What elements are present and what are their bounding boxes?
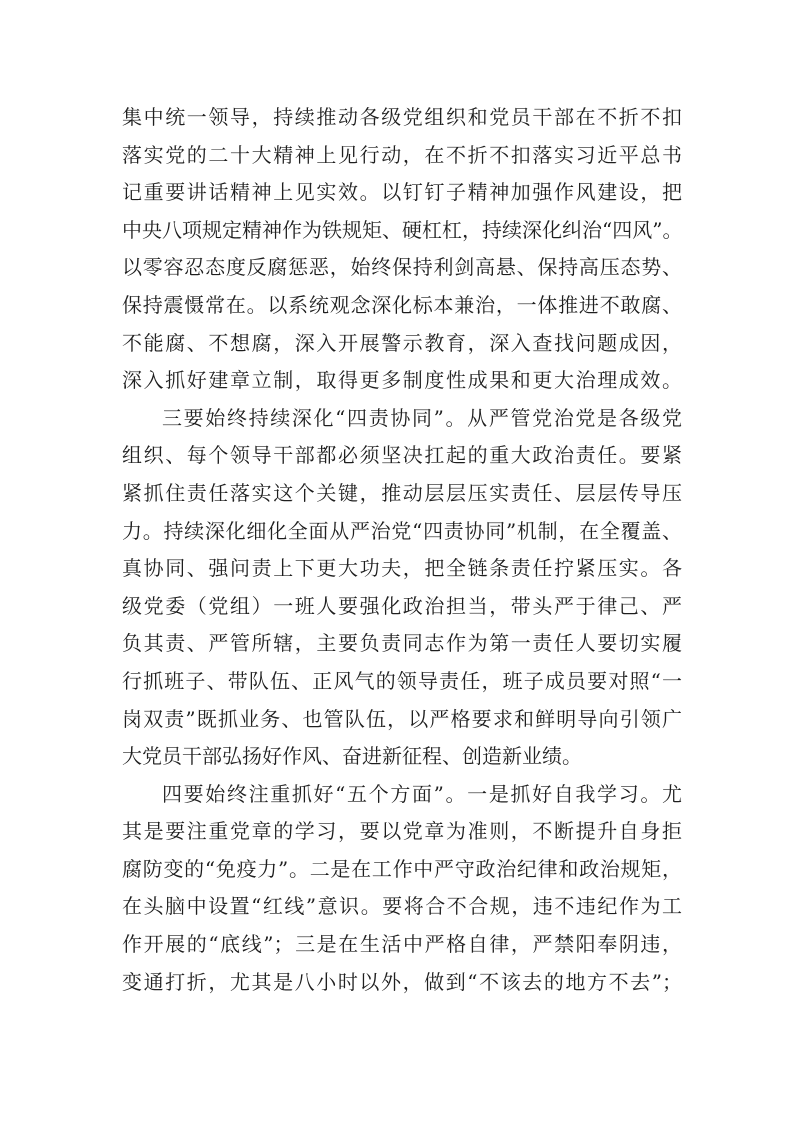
text-line: 真协同、强问责上下更大功夫，把全链条责任拧紧压实。各 bbox=[122, 556, 682, 581]
text-line: 在头脑中设置“红线”意识。要将合不合规，违不违纪作为工 bbox=[122, 894, 682, 919]
text-line: 保持震慑常在。以系统观念深化标本兼治，一体推进不敢腐、 bbox=[122, 292, 682, 317]
text-line: 中央八项规定精神作为铁规矩、硬杠杠，持续深化纠治“四风”。 bbox=[122, 217, 683, 242]
paragraph-3 bbox=[122, 776, 682, 1002]
text-line: 落实党的二十大精神上见行动，在不折不扣落实习近平总书 bbox=[122, 142, 682, 167]
paragraph-2 bbox=[122, 400, 682, 776]
paragraph-1 bbox=[122, 99, 682, 400]
text-line: 负其责、严管所辖，主要负责同志作为第一责任人要切实履 bbox=[122, 631, 682, 656]
text-line: 力。持续深化细化全面从严治党“四责协同”机制，在全覆盖、 bbox=[122, 518, 682, 543]
text-line: 三要始终持续深化“四责协同”。从严管党治党是各级党 bbox=[162, 405, 682, 430]
text-line: 不能腐、不想腐，深入开展警示教育，深入查找问题成因， bbox=[122, 330, 682, 355]
text-line: 岗双责”既抓业务、也管队伍，以严格要求和鲜明导向引领广 bbox=[122, 706, 682, 731]
text-line: 腐防变的“免疫力”。二是在工作中严守政治纪律和政治规矩， bbox=[122, 856, 682, 881]
text-line: 记重要讲话精神上见实效。以钉钉子精神加强作风建设，把 bbox=[122, 180, 682, 205]
text-line: 行抓班子、带队伍、正风气的领导责任，班子成员要对照“一 bbox=[122, 668, 682, 693]
text-line: 以零容忍态度反腐惩恶，始终保持利剑高悬、保持高压态势、 bbox=[122, 255, 682, 280]
text-line: 深入抓好建章立制，取得更多制度性成果和更大治理成效。 bbox=[122, 368, 682, 393]
text-line: 组织、每个领导干部都必须坚决扛起的重大政治责任。要紧 bbox=[122, 443, 682, 468]
text-line: 大党员干部弘扬好作风、奋进新征程、创造新业绩。 bbox=[122, 744, 582, 769]
text-line: 作开展的“底线”；三是在生活中严格自律，严禁阳奉阴违， bbox=[122, 932, 682, 957]
document-page bbox=[122, 99, 682, 1001]
text-line: 紧抓住责任落实这个关键，推动层层压实责任、层层传导压 bbox=[122, 480, 682, 505]
text-line: 集中统一领导，持续推动各级党组织和党员干部在不折不扣 bbox=[122, 105, 682, 129]
text-line: 级党委（党组）一班人要强化政治担当，带头严于律己、严 bbox=[122, 593, 682, 618]
text-line: 四要始终注重抓好“五个方面”。一是抓好自我学习。尤 bbox=[162, 781, 682, 806]
text-line: 其是要注重党章的学习，要以党章为准则，不断提升自身拒 bbox=[122, 819, 682, 844]
text-line: 变通打折，尤其是八小时以外，做到“不该去的地方不去”； bbox=[122, 969, 682, 994]
